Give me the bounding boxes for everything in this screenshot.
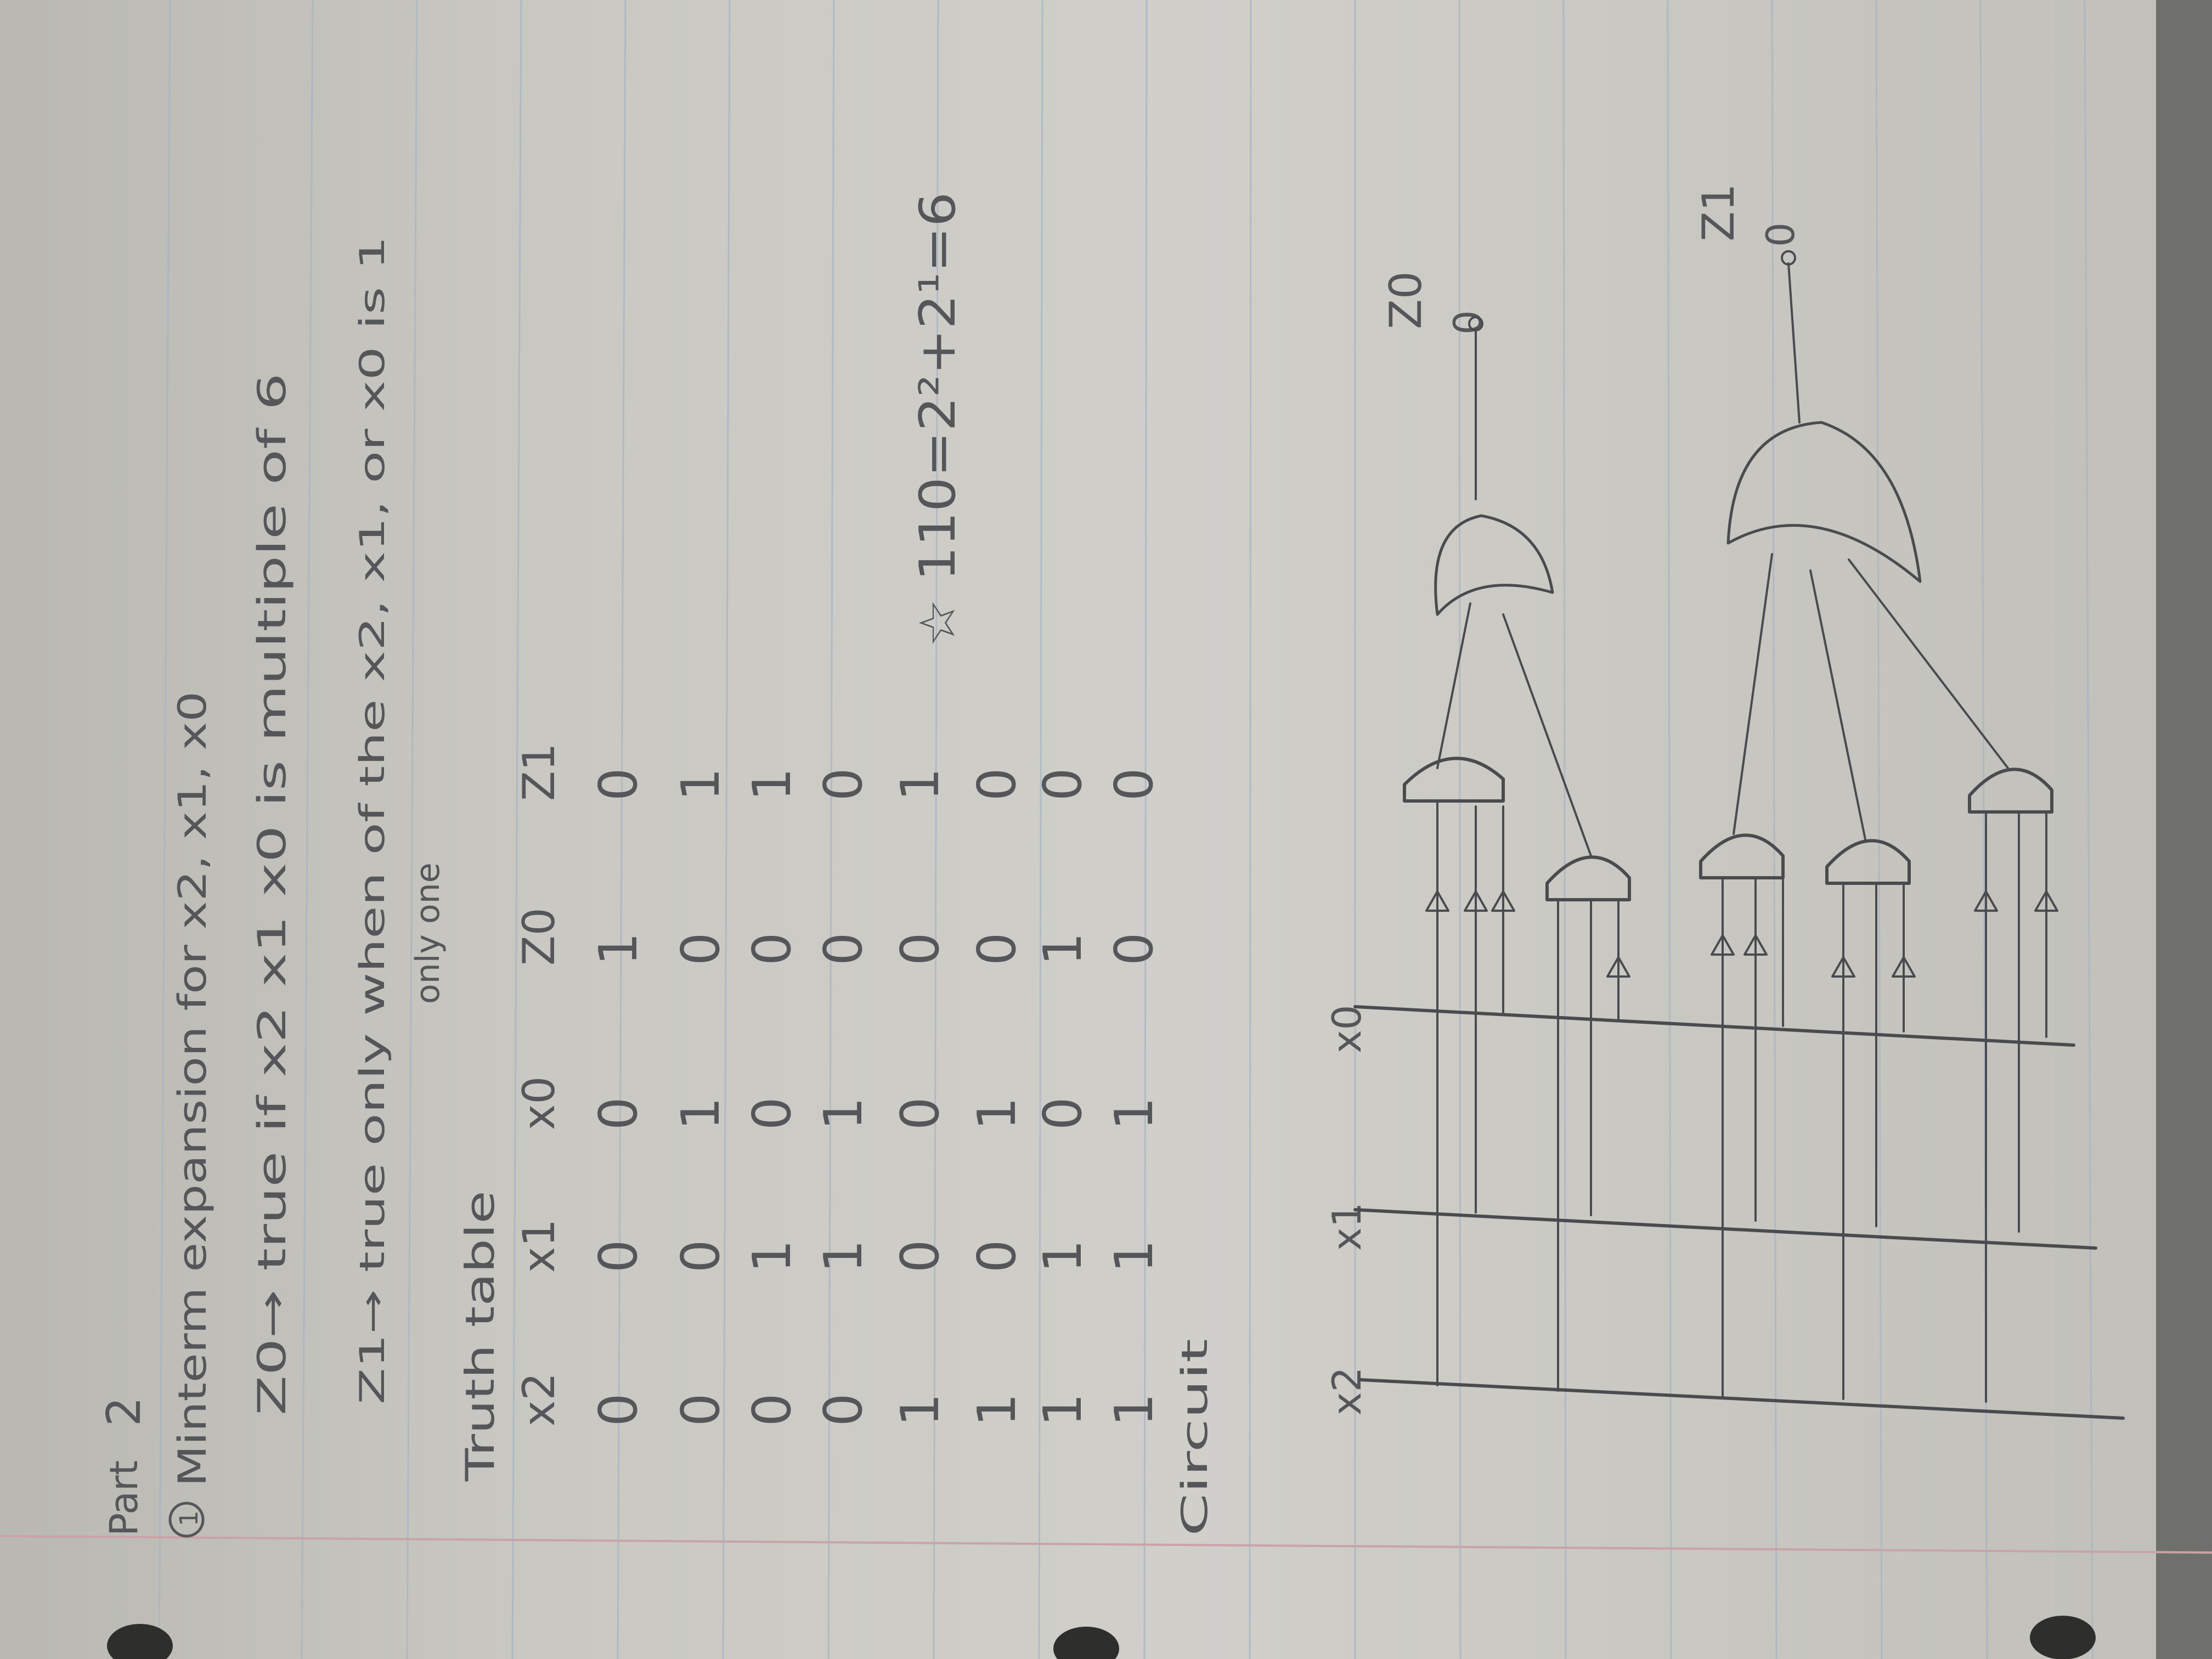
truth-table-cell: 0	[589, 768, 649, 801]
truth-table-title: Truth table	[457, 1268, 503, 1481]
gate-to-or-wires	[1437, 554, 2008, 856]
truth-table-cell: 1	[1033, 1239, 1093, 1273]
and-gate-4	[1827, 840, 1909, 883]
and-gate-2	[1547, 857, 1629, 900]
truth-table-cell: 1	[1104, 1097, 1165, 1130]
truth-table-cell: 1	[967, 1393, 1028, 1426]
bus-x0	[1355, 1007, 2074, 1045]
header-x0: x0	[514, 1076, 565, 1130]
header-z0: Z0	[514, 907, 565, 966]
truth-table-rows	[589, 768, 1165, 1426]
truth-table-cell: 0	[890, 1097, 951, 1130]
circuit-diagram	[1355, 251, 2123, 1418]
header-x1: x1	[514, 1218, 565, 1273]
truth-table-cell: 0	[967, 1239, 1028, 1273]
margin-line	[0, 1536, 2212, 1553]
truth-table-cell: 0	[814, 768, 874, 801]
or-gate-z0	[1436, 516, 1553, 614]
truth-table-cell: 0	[1104, 932, 1165, 966]
output-z1-value: 0	[1758, 222, 1803, 247]
bus-x2	[1361, 1380, 2123, 1418]
or-gate-z1	[1728, 422, 1920, 582]
star-note: ☆ 110=2²+2¹=6	[909, 235, 967, 647]
truth-table-cell: 0	[589, 1239, 649, 1273]
insert-note: only one	[409, 862, 447, 1004]
truth-table-cell: 0	[742, 1097, 803, 1130]
truth-table-headers	[514, 743, 565, 1426]
circuit-title: Circuit	[1175, 1421, 1216, 1536]
truth-table-cell: 1	[742, 1239, 803, 1273]
z1-description: Z1→ true only when of the x2, x1, or x0 is 1	[352, 659, 392, 1404]
and-gate-1	[1404, 758, 1503, 801]
and-gate-3	[1701, 835, 1783, 878]
truth-table-cell: 0	[967, 768, 1028, 801]
truth-table-cell: 0	[671, 1393, 731, 1426]
truth-table-cell: 0	[814, 1393, 874, 1426]
truth-table-cell: 0	[671, 1239, 731, 1273]
question-number: 1	[174, 1510, 204, 1526]
and-gates	[1404, 758, 2052, 900]
z0-description: Z0→ true if x2 x1 x0 is multiple of 6	[250, 729, 295, 1415]
input-label-x2: x2	[1324, 1367, 1370, 1415]
truth-table-cell: 1	[1033, 932, 1093, 966]
truth-table-cell: 1	[890, 1393, 951, 1426]
truth-table-cell: 0	[742, 1393, 803, 1426]
truth-table-cell: 1	[1033, 1393, 1093, 1426]
z1-output-wire	[1788, 263, 1799, 422]
part-number: 2	[97, 1396, 151, 1426]
input-taps	[1437, 801, 2046, 1402]
truth-table-cell: 1	[814, 1239, 874, 1273]
truth-table-cell: 0	[1033, 768, 1093, 801]
truth-table-cell: 1	[1104, 1239, 1165, 1273]
truth-table-cell: 1	[671, 768, 731, 801]
output-z0-label: Z0	[1380, 271, 1431, 329]
truth-table-cell: 1	[967, 1097, 1028, 1130]
truth-table-cell: 0	[1033, 1097, 1093, 1130]
binder-holes	[107, 1616, 2096, 1659]
truth-table-cell: 0	[742, 932, 803, 966]
truth-table-cell: 1	[671, 1097, 731, 1130]
truth-table-cell: 0	[967, 932, 1028, 966]
question-title: Minterm expansion for x2, x1, x0	[170, 851, 215, 1487]
output-z1-label: Z1	[1693, 183, 1744, 241]
truth-table-cell: 1	[742, 768, 803, 801]
truth-table-cell: 0	[890, 1239, 951, 1273]
truth-table-cell: 1	[814, 1097, 874, 1130]
and-gate-5	[1970, 769, 2052, 812]
truth-table-cell: 0	[890, 932, 951, 966]
truth-table-cell: 0	[814, 932, 874, 966]
truth-table-cell: 0	[589, 1097, 649, 1130]
truth-table-cell: 0	[1104, 768, 1165, 801]
truth-table-cell: 1	[1104, 1393, 1165, 1426]
output-z0-value: 0	[1446, 310, 1491, 335]
truth-table-cell: 0	[671, 932, 731, 966]
inverter-triangles	[1426, 891, 2057, 977]
truth-table-cell: 0	[589, 1393, 649, 1426]
header-x2: x2	[514, 1372, 565, 1426]
part-label: Part	[101, 1460, 146, 1536]
truth-table-cell: 1	[890, 768, 951, 801]
input-label-x1: x1	[1324, 1202, 1370, 1251]
truth-table-cell: 1	[589, 932, 649, 966]
input-label-x0: x0	[1324, 1005, 1370, 1053]
header-z1: Z1	[514, 743, 565, 801]
